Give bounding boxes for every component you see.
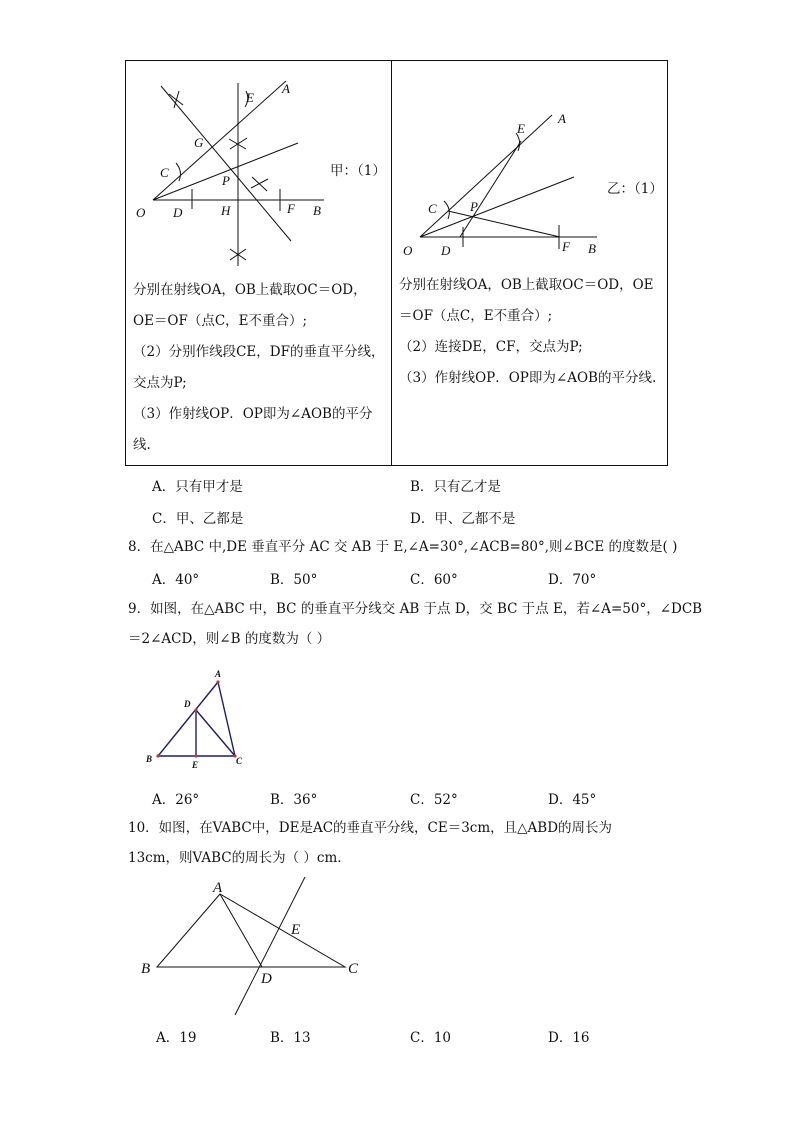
- q10-stem-line1: 10．如图，在VABC中，DE是AC的垂直平分线，CE＝3cm，且△ABD的周长为: [128, 820, 613, 836]
- jia-label-B: B: [313, 203, 321, 218]
- jia-label-E: E: [246, 90, 254, 105]
- q10-option-b[interactable]: B．13: [270, 1030, 311, 1046]
- yi-label: 乙：（1）: [607, 181, 663, 197]
- yi-label-A: A: [558, 111, 566, 126]
- jia-step-3: （3）作射线OP．OP即为∠AOB的平分线.: [133, 406, 373, 453]
- yi-label-O: O: [403, 243, 413, 258]
- q9-option-a[interactable]: A．26°: [152, 792, 200, 808]
- q8-option-a[interactable]: A．40°: [152, 572, 200, 588]
- q10-option-a[interactable]: A．19: [156, 1030, 197, 1046]
- q9-option-c[interactable]: C．52°: [410, 792, 458, 808]
- jia-label: 甲：（1）: [330, 163, 386, 179]
- q9-label-A: A: [215, 669, 222, 679]
- q10-label-B: B: [141, 961, 151, 977]
- q10-label-D: D: [261, 971, 272, 987]
- q10-option-c[interactable]: C．10: [410, 1030, 452, 1046]
- jia-step-1: 分别在射线OA，OB上截取OC＝OD，OE＝OF（点C，E不重合）;: [133, 282, 367, 329]
- q9-label-D: D: [184, 699, 191, 709]
- construction-table: [125, 60, 668, 466]
- q9-stem-line2: ＝2∠ACD，则∠B 的度数为（ ）: [128, 631, 331, 647]
- yi-label-B: B: [588, 241, 596, 256]
- q8-option-c[interactable]: C．60°: [410, 572, 458, 588]
- q9-stem-line1: 9．如图，在△ABC 中，BC 的垂直平分线交 AB 于点 D，交 BC 于点 E，若∠A=50°，∠DCB: [128, 601, 703, 617]
- jia-label-D: D: [173, 205, 183, 220]
- q9-label-B: B: [146, 754, 153, 764]
- q9-option-b[interactable]: B．36°: [270, 792, 318, 808]
- q7-option-b[interactable]: B．只有乙才是: [410, 479, 501, 495]
- yi-figure: [392, 61, 668, 271]
- jia-label-G: G: [194, 135, 204, 150]
- q9-option-d[interactable]: D．45°: [548, 792, 597, 808]
- q10-label-C: C: [348, 961, 359, 977]
- q10-label-A: A: [213, 880, 223, 896]
- yi-label-P: P: [470, 199, 478, 214]
- q8-option-d[interactable]: D．70°: [548, 572, 597, 588]
- yi-label-F: F: [562, 239, 570, 254]
- q10-label-E: E: [291, 922, 301, 938]
- q7-option-c[interactable]: C．甲、乙都是: [152, 511, 244, 527]
- jia-label-O: O: [136, 205, 146, 220]
- q7-option-a[interactable]: A．只有甲才是: [152, 479, 243, 495]
- jia-label-C: C: [160, 165, 169, 180]
- q8-stem: 8．在△ABC 中,DE 垂直平分 AC 交 AB 于 E,∠A=30°,∠ACB=80°,则∠BCE 的度数是( ): [128, 539, 678, 555]
- yi-step-3: （3）作射线OP．OP即为∠AOB的平分线.: [399, 370, 657, 386]
- yi-label-E: E: [517, 121, 525, 136]
- jia-label-F: F: [287, 201, 295, 216]
- q9-label-E: E: [192, 760, 199, 770]
- jia-label-P: P: [222, 173, 230, 188]
- q10-option-d[interactable]: D．16: [548, 1030, 590, 1046]
- jia-steps: [133, 275, 385, 461]
- q10-figure: [135, 872, 375, 1020]
- yi-label-D: D: [441, 243, 451, 258]
- q8-option-b[interactable]: B．50°: [270, 572, 318, 588]
- q9-figure: [140, 665, 260, 775]
- yi-step-2: （2）连接DE，CF，交点为P;: [399, 339, 583, 355]
- yi-label-C: C: [428, 201, 437, 216]
- jia-step-2: （2）分别作线段CE，DF的垂直平分线，交点为P;: [133, 344, 385, 391]
- q9-label-C: C: [236, 756, 243, 766]
- q10-stem-line2: 13cm，则VABC的周长为（ ）cm．: [128, 850, 351, 866]
- jia-label-H: H: [221, 203, 231, 218]
- yi-steps: [399, 270, 661, 394]
- yi-step-1: 分别在射线OA，OB上截取OC＝OD，OE＝OF（点C，E不重合）;: [399, 277, 654, 324]
- q7-option-d[interactable]: D．甲、乙都不是: [410, 511, 516, 527]
- jia-label-A: A: [282, 81, 290, 96]
